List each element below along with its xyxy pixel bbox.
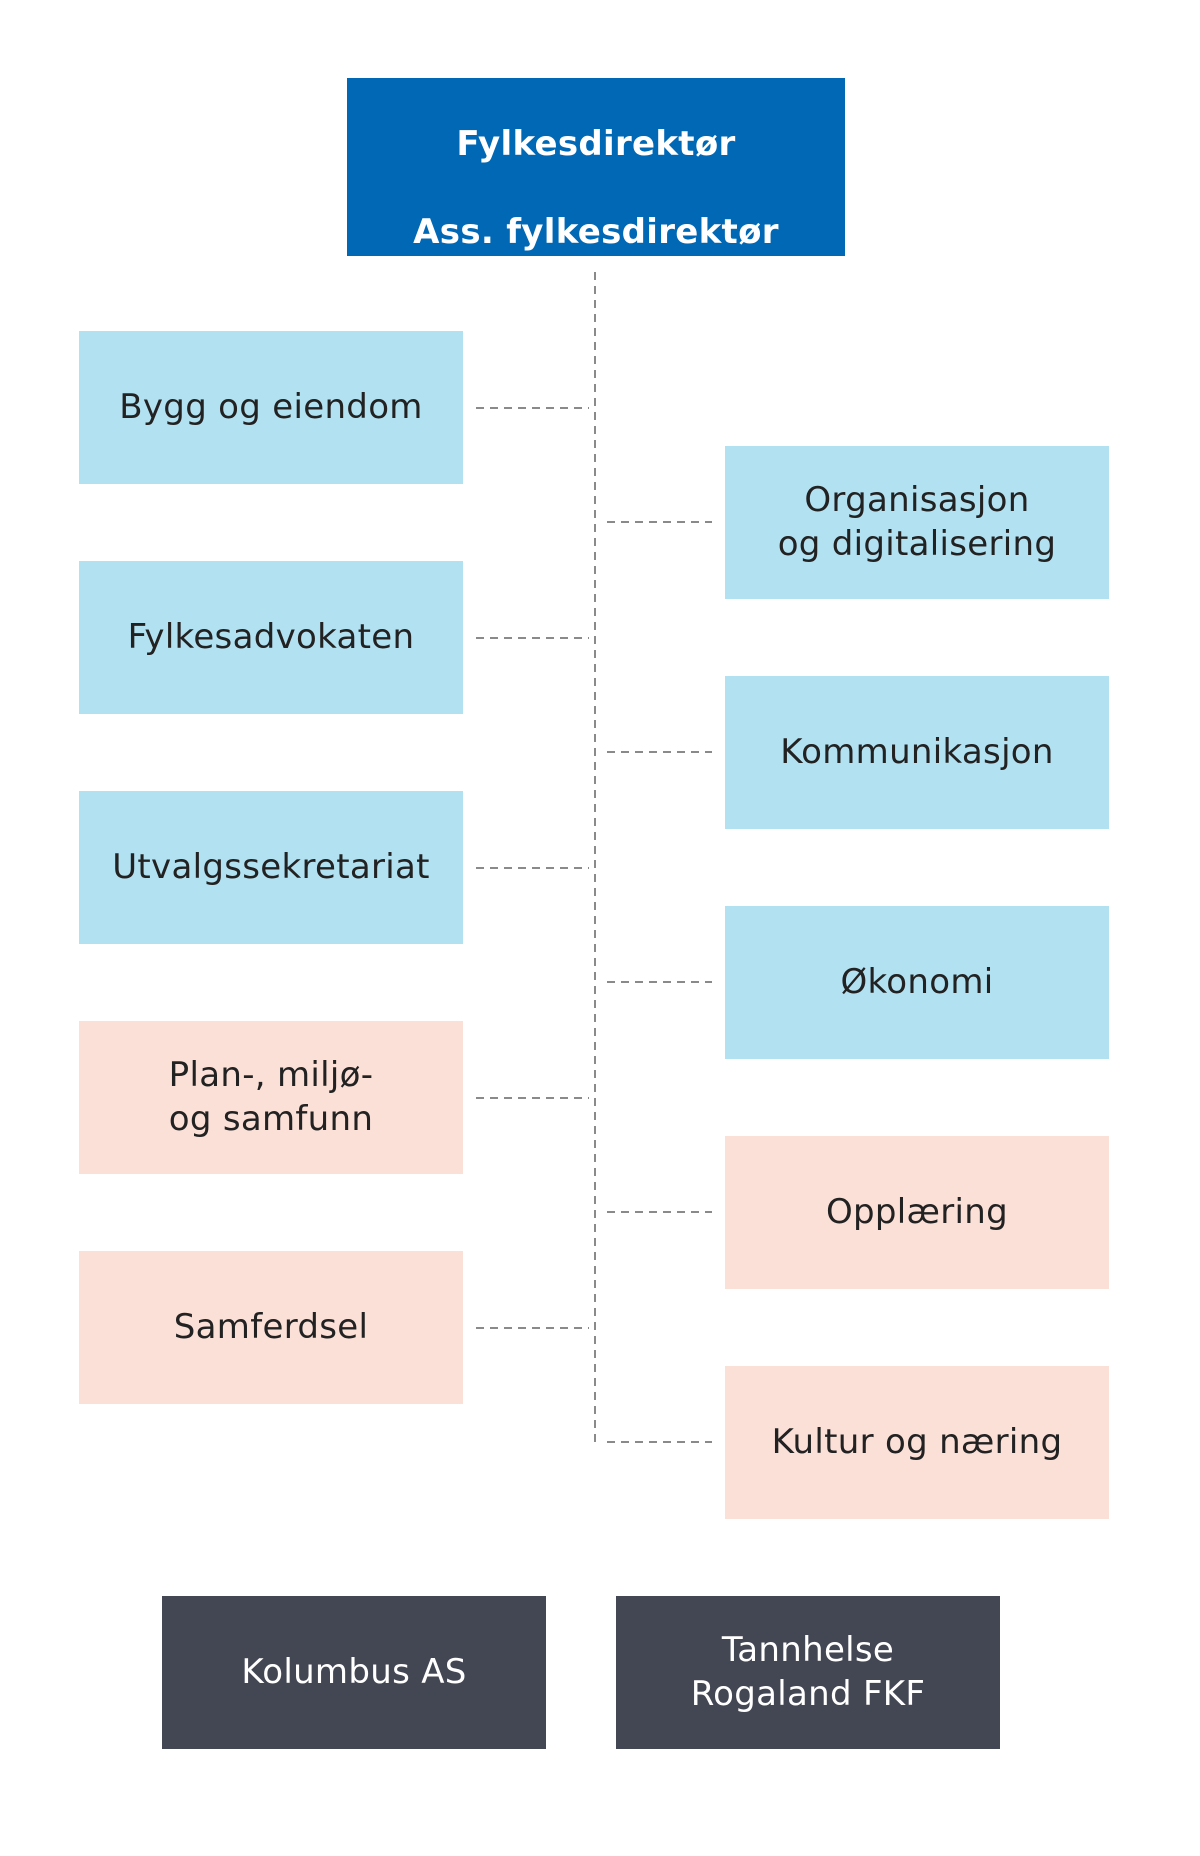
unit-plan-miljo-samfunn — [79, 1021, 463, 1174]
unit-kommunikasjon — [725, 676, 1109, 829]
assistant-director-title: Ass. fylkesdirektør — [413, 211, 779, 252]
company-tannhelse — [616, 1596, 1000, 1749]
company-kolumbus — [162, 1596, 546, 1749]
director-box — [347, 78, 845, 256]
unit-label: Bygg og eiendom — [119, 386, 423, 427]
unit-bygg-og-eiendom — [79, 331, 463, 484]
company-label: Tannhelse Rogaland FKF — [690, 1629, 926, 1714]
unit-opplaering — [725, 1136, 1109, 1289]
unit-samferdsel — [79, 1251, 463, 1404]
unit-label: Utvalgssekretariat — [112, 846, 430, 887]
unit-label: Økonomi — [840, 961, 994, 1002]
unit-label: Opplæring — [825, 1191, 1008, 1232]
unit-organisasjon-digitalisering — [725, 446, 1109, 599]
unit-label: Kommunikasjon — [780, 731, 1054, 772]
unit-utvalgssekretariat — [79, 791, 463, 944]
unit-label: Kultur og næring — [771, 1421, 1063, 1462]
unit-okonomi — [725, 906, 1109, 1059]
unit-kultur-og-naering — [725, 1366, 1109, 1519]
unit-label: Fylkesadvokaten — [127, 616, 415, 657]
unit-label: Samferdsel — [173, 1306, 369, 1347]
company-label: Kolumbus AS — [241, 1651, 467, 1692]
unit-label: Organisasjon og digitalisering — [777, 479, 1057, 564]
unit-fylkesadvokaten — [79, 561, 463, 714]
unit-label: Plan-, miljø- og samfunn — [168, 1054, 374, 1139]
director-title: Fylkesdirektør — [456, 124, 736, 165]
